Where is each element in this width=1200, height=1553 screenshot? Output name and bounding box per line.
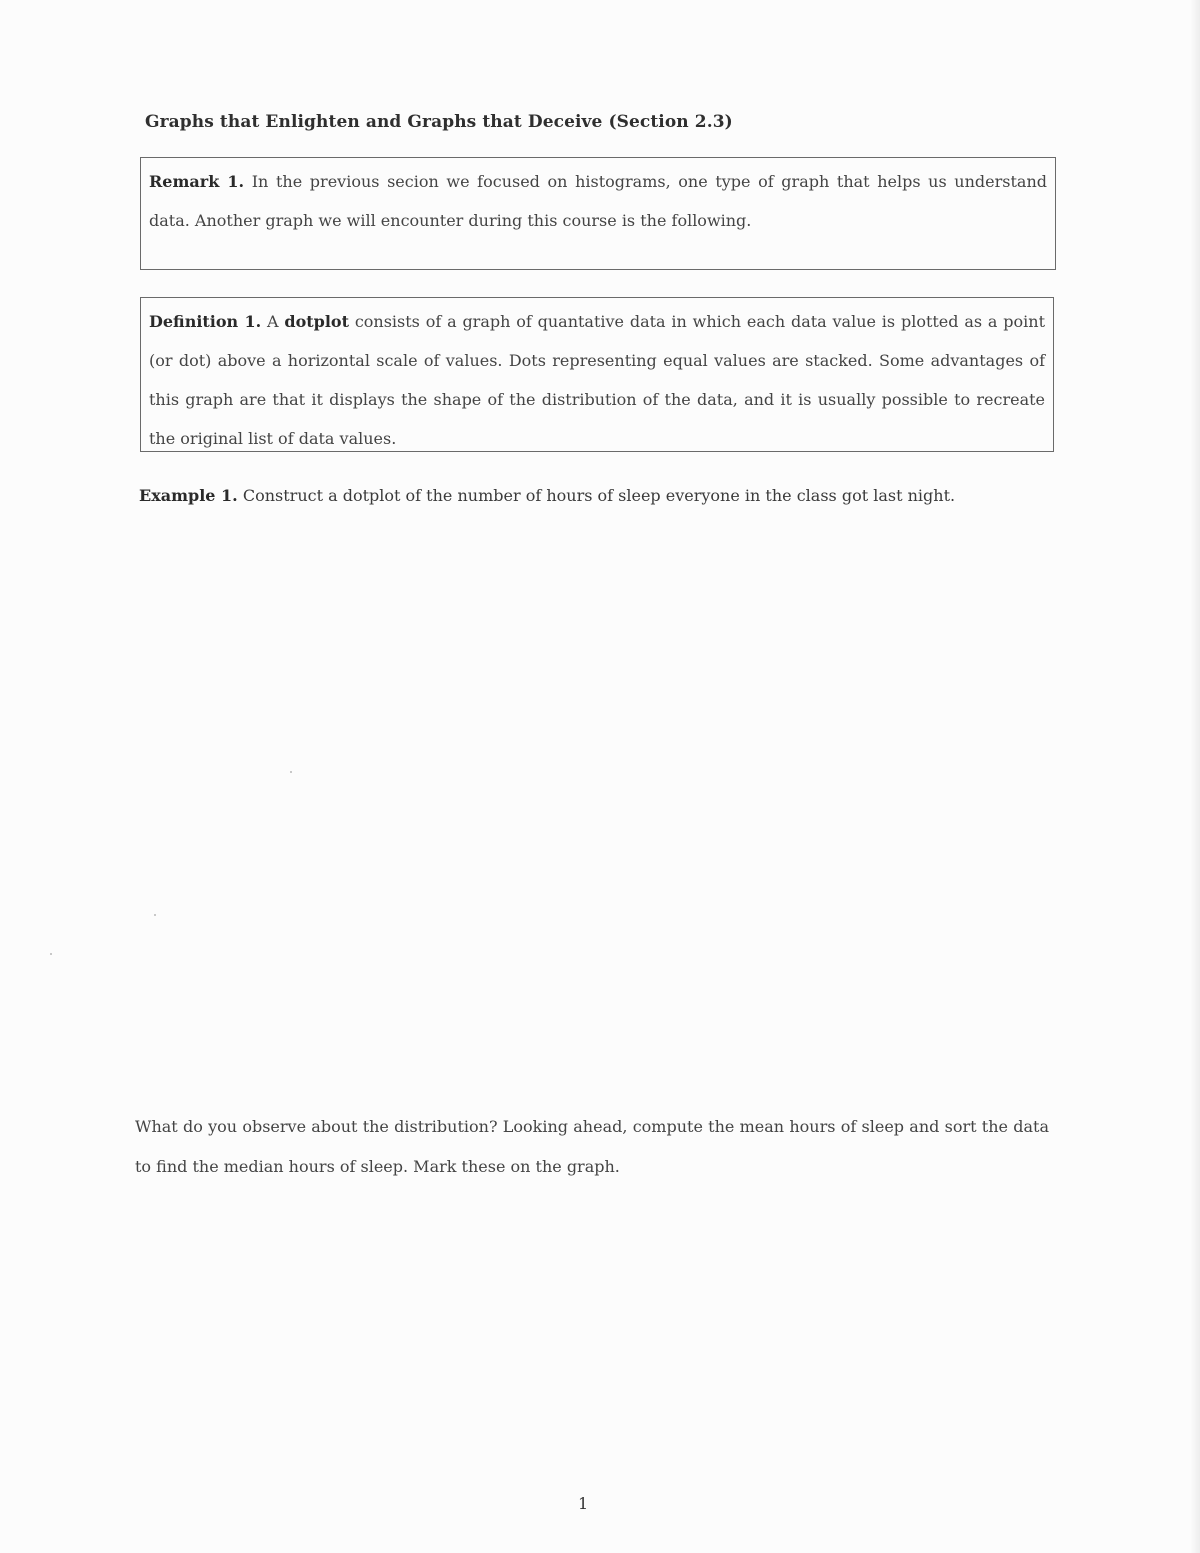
definition-term: dotplot	[284, 312, 349, 331]
remark-paragraph	[149, 162, 1047, 240]
remark-label: Remark 1.	[149, 172, 245, 191]
page-number: 1	[578, 1494, 589, 1513]
definition-label: Definition 1.	[149, 312, 262, 331]
example-paragraph	[139, 486, 955, 505]
example-text: Construct a dotplot of the number of hours of sleep everyone in the class got last night.	[242, 486, 956, 505]
definition-text: consists of a graph of quantative data in which each data value is plotted as a point (or dot) above a horizontal scale of values. Dots representing equal values are stacked. Some advantages of this graph are that it displays the shape of the distribution of the data, and it is usually possible to recreate the original list of data values.	[149, 312, 1045, 448]
definition-text-before-term: A	[267, 312, 279, 331]
distribution-question: What do you observe about the distribution? Looking ahead, compute the mean hours of sleep and sort the data to find the median hours of sleep. Mark these on the graph.	[135, 1117, 1049, 1176]
scan-speck	[290, 771, 292, 773]
remark-text: In the previous secion we focused on histograms, one type of graph that helps us understand data. Another graph we will encounter during this course is the following.	[149, 172, 1048, 230]
example-label: Example 1.	[139, 486, 238, 505]
scan-speck	[154, 914, 156, 916]
scan-edge-shadow	[1190, 0, 1200, 1553]
remark-box	[140, 157, 1056, 270]
scan-speck	[50, 953, 52, 955]
definition-box	[140, 297, 1054, 452]
section-title: Graphs that Enlighten and Graphs that Deceive (Section 2.3)	[145, 112, 733, 132]
definition-paragraph	[149, 302, 1045, 458]
